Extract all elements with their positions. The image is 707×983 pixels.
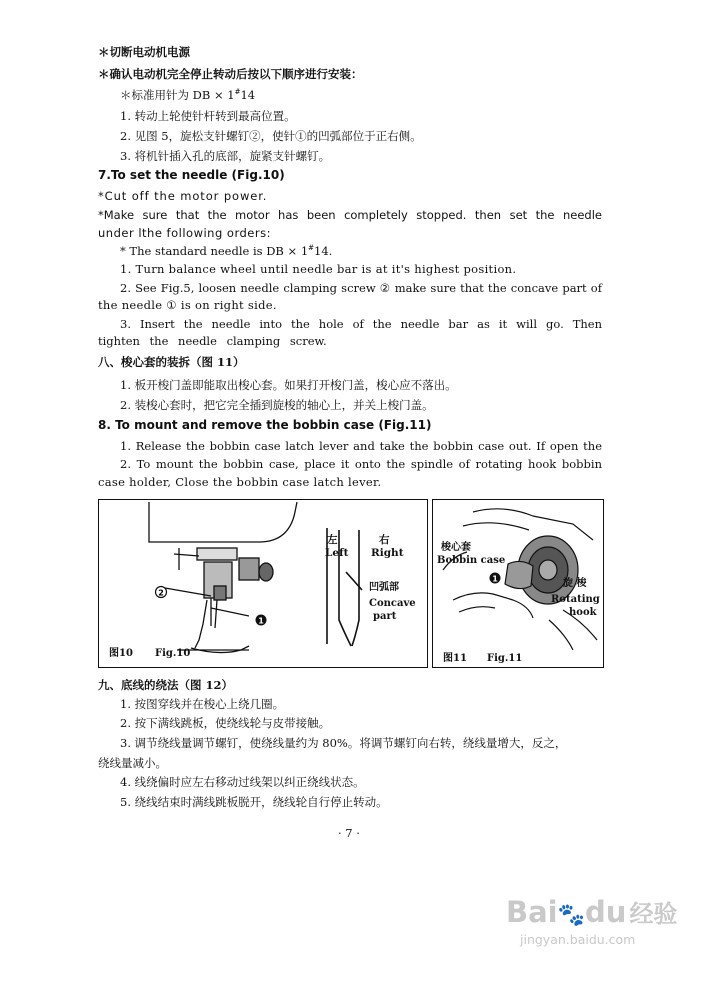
sec8-zh-step-1: 1. 板开梭门盖即能取出梭心套。如果打开梭门盖，梭心应不落出。 — [120, 378, 457, 392]
fig11-bobbin-en: Bobbin case — [437, 555, 506, 566]
zh-power-off: ＊切断电动机电源 — [98, 45, 190, 59]
fig10-left-en: Left — [325, 547, 349, 559]
fig11-marker-1-label: 1 — [492, 574, 498, 584]
sec8-step-2-cont: case holder, Close the bobbin case latch lever. — [98, 475, 382, 489]
fig11-bobbin-zh: 梭心套 — [441, 542, 471, 553]
sec9-zh-step-1: 1. 按图穿线并在梭心上绕几圈。 — [120, 697, 285, 711]
marker-2-label: 2 — [158, 588, 164, 598]
sec8-zh-title: 八、梭心套的装拆（图 11） — [98, 355, 245, 369]
sec7-step-3-cont: tighten the needle clamping screw. — [98, 334, 327, 348]
paw-icon: 🐾 — [557, 903, 586, 928]
fig11-hook-en-1: Rotating — [551, 594, 600, 605]
sec9-zh-step-2: 2. 按下满线跳板，使绕线轮与皮带接触。 — [120, 716, 331, 730]
sec8-zh-step-2: 2. 装梭心套时，把它完全插到旋梭的轴心上，并关上梭门盖。 — [120, 398, 434, 412]
fig10-caption-en: Fig.10 — [155, 648, 191, 659]
fig11-hook-en-2: hook — [569, 607, 597, 618]
sec9-zh-step-3: 3. 调节绕线量调节螺钉，使绕线量约为 80%。将调节螺钉向右转，绕线量增大，反之， — [120, 736, 567, 750]
fig10-left-zh: 左 — [327, 534, 338, 546]
fig10-right-zh: 右 — [379, 534, 390, 546]
sec9-zh-step-4: 4. 线绕偏时应左右移动过线架以纠正绕线状态。 — [120, 775, 365, 789]
fig10-concave-en-2: part — [373, 611, 397, 622]
sec7-make-sure: *Make sure that the motor has been completely stopped. then set the needle — [98, 208, 602, 222]
fig10-right-en: Right — [371, 547, 404, 559]
sec9-zh-step-3-cont: 绕线量减小。 — [98, 756, 167, 770]
sec7-orders: under lthe following orders: — [98, 226, 271, 240]
figure-10 — [98, 499, 428, 668]
fig10-caption-zh: 图10 — [109, 648, 133, 659]
sec8-title: 8. To mount and remove the bobbin case (Fig.11) — [98, 418, 432, 432]
marker-1-label: 1 — [258, 616, 264, 626]
sec9-zh-title: 九、底线的绕法（图 12） — [98, 678, 234, 692]
figure-11 — [432, 499, 604, 668]
zh-step-2: 2. 见图 5，旋松支针螺钉②，使针①的凹弧部位于正右侧。 — [120, 129, 422, 143]
sec7-cut-power: *Cut off the motor power. — [98, 189, 268, 203]
fig11-caption-zh: 图11 — [443, 653, 467, 664]
sec7-step-2: 2. See Fig.5, loosen needle clamping screw ② make sure that the concave part of — [120, 281, 602, 295]
sec7-standard-needle: * The standard needle is DB × 1#14. — [120, 244, 333, 258]
fig10-concave-zh: 凹弧部 — [369, 582, 399, 593]
sec7-step-3: 3. Insert the needle into the hole of the needle bar as it will go. Then — [120, 317, 602, 331]
zh-step-1: 1. 转动上轮使针杆转到最高位置。 — [120, 109, 296, 123]
fig10-concave-en-1: Concave — [369, 598, 416, 609]
sec8-step-2: 2. To mount the bobbin case, place it onto the spindle of rotating hook bobbin — [120, 457, 602, 471]
sec7-step-1: 1. Turn balance wheel until needle bar is at it's highest position. — [120, 262, 517, 276]
zh-step-3: 3. 将机针插入孔的底部，旋紧支针螺钉。 — [120, 149, 331, 163]
baidu-watermark-logo: Bai🐾du 经验 — [506, 895, 678, 929]
fig11-hook-zh: 旋 梭 — [563, 578, 587, 589]
sec7-step-2-cont: the needle ① is on right side. — [98, 298, 277, 312]
page-number: · 7 · — [338, 826, 360, 840]
zh-standard-needle: ＊标准用针为 DB × 1#14 — [120, 88, 256, 102]
fig11-caption-en: Fig.11 — [487, 653, 523, 664]
sec9-zh-step-5: 5. 绕线结束时满线跳板脱开，绕线轮自行停止转动。 — [120, 795, 388, 809]
baidu-watermark-url: jingyan.baidu.com — [520, 932, 636, 947]
sec8-step-1: 1. Release the bobbin case latch lever and take the bobbin case out. If open the — [120, 439, 602, 453]
zh-motor-stopped: ＊确认电动机完全停止转动后按以下顺序进行安装： — [98, 67, 363, 81]
sec7-title: 7.To set the needle (Fig.10) — [98, 168, 285, 182]
